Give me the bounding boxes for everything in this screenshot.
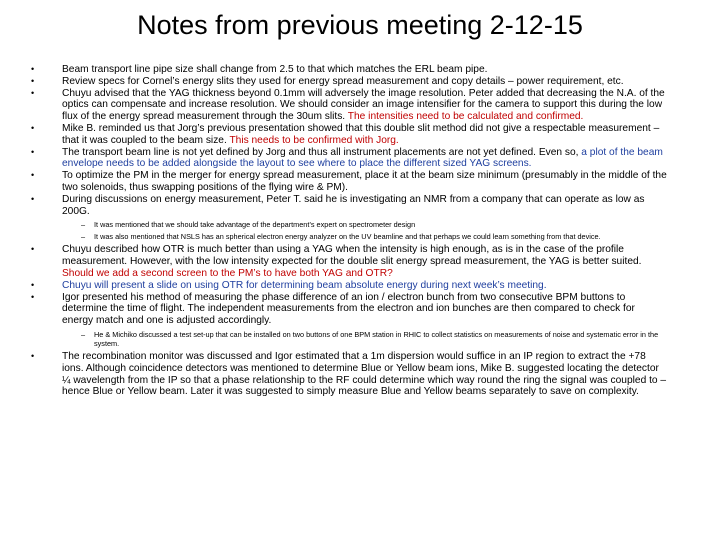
note-text: Review specs for Cornel’s energy slits they used for energy spread measurement and copy details – power requirement, etc. [62,75,624,87]
note-item [28,244,668,279]
bullet-marker: • [31,279,35,290]
note-item [28,170,668,194]
note-item [28,194,668,218]
note-item [28,76,668,88]
note-text: The recombination monitor was discussed and Igor estimated that a 1m dispersion would suffice in an IP region to extract the +78 ions. Although coincidence detectors was mentioned to determine Blue or Yellow beam ions, Mike B. suggested locating the detector ¼ wavelength from the IP so that a phase relationship to the RF could determine which way round the ring the signal was coupled to – hence Blue or Yellow beam. Later it was suggested to simply measure Blue and Yellow beams separately to save on complexity. [62,350,667,398]
note-item [28,351,668,398]
sub-note-item [28,330,668,348]
sub-note-text: It was mentioned that we should take advantage of the department’s expert on spectrometer design [94,220,416,230]
sub-note-item [28,232,668,241]
note-item [28,280,668,292]
note-item [28,123,668,147]
dash-marker: – [81,329,86,339]
bullet-marker: • [31,146,35,157]
sub-note-text: He & Michiko discussed a test set-up that can be installed on two buttons of one BPM station in RHIC to collect statistics on measurements of noise and systematic error in the system. [94,329,659,348]
bullet-marker: • [31,170,35,181]
action-item-red: Should we add a second screen to the PM’s to have both YAG and OTR? [62,267,393,279]
dash-marker: – [81,232,86,242]
bullet-marker: • [31,193,35,204]
note-item [28,147,668,171]
bullet-marker: • [31,64,35,74]
note-text: Chuyu described how OTR is much better than using a YAG when the intensity is high enough, as is in the case of the profile measurement. However, with the low intensity expected for the double slit energy spread measurement, the YAG is better suited. [62,244,642,268]
bullet-marker: • [31,350,35,361]
action-item-blue: a plot of the beam envelope needs to be added alongside the layout to see where to place the different sized YAG screens. [62,146,663,170]
bullet-marker: • [31,291,35,302]
slide-title: Notes from previous meeting 2-12-15 [137,10,583,40]
dash-marker: – [81,220,86,230]
bullet-marker: • [31,122,35,133]
action-item-red: This needs to be confirmed with Jorg. [229,134,399,146]
note-text: During discussions on energy measurement, Peter T. said he is investigating an NMR from a company that can operate as low as 200G. [62,193,645,217]
sub-note-text: It was also mentioned that NSLS has an spherical electron energy analyzer on the UV beamline and that perhaps we could learn something from that device. [94,232,601,242]
note-text: Mike B. reminded us that Jorg’s previous presentation showed that this double slit method did not give a respectable measurement – that it was coupled to the beam size. [62,122,660,146]
note-item [28,292,668,327]
notes-list [28,64,668,398]
bullet-marker: • [31,75,35,86]
note-text: Igor presented his method of measuring the phase difference of an ion / electron bunch from two consecutive BPM buttons to determine the time of flight. The independent measurements from the electron and ion bunches are then compared to check for energy match and one is adjusted accordingly. [62,291,635,327]
action-item-red: The intensities need to be calculated and confirmed. [347,111,584,123]
sub-note-item [28,220,668,229]
note-text: Chuyu advised that the YAG thickness beyond 0.1mm will adversely the image resolution. Peter added that decreasing the N.A. of the optics can compensate and increase resolution. We should consider an image intensifier for the camera to support this during the low flux of the energy spread measurement through the 30um slits. [62,87,665,123]
note-text: Beam transport line pipe size shall change from 2.5 to that which matches the ERL beam pipe. [62,64,488,75]
note-item [28,88,668,123]
action-item-blue: Chuyu will present a slide on using OTR for determining beam absolute energy during next week’s meeting. [62,279,547,291]
bullet-marker: • [31,87,35,98]
note-item [28,64,668,76]
bullet-marker: • [31,244,35,255]
note-text: The transport beam line is not yet defined by Jorg and thus all instrument placements are not yet defined. Even so, [62,146,582,158]
note-text: To optimize the PM in the merger for energy spread measurement, place it at the beam size minimum (presumably in the middle of the two solenoids, thus swapping positions of the flying wire & PM). [62,170,667,193]
